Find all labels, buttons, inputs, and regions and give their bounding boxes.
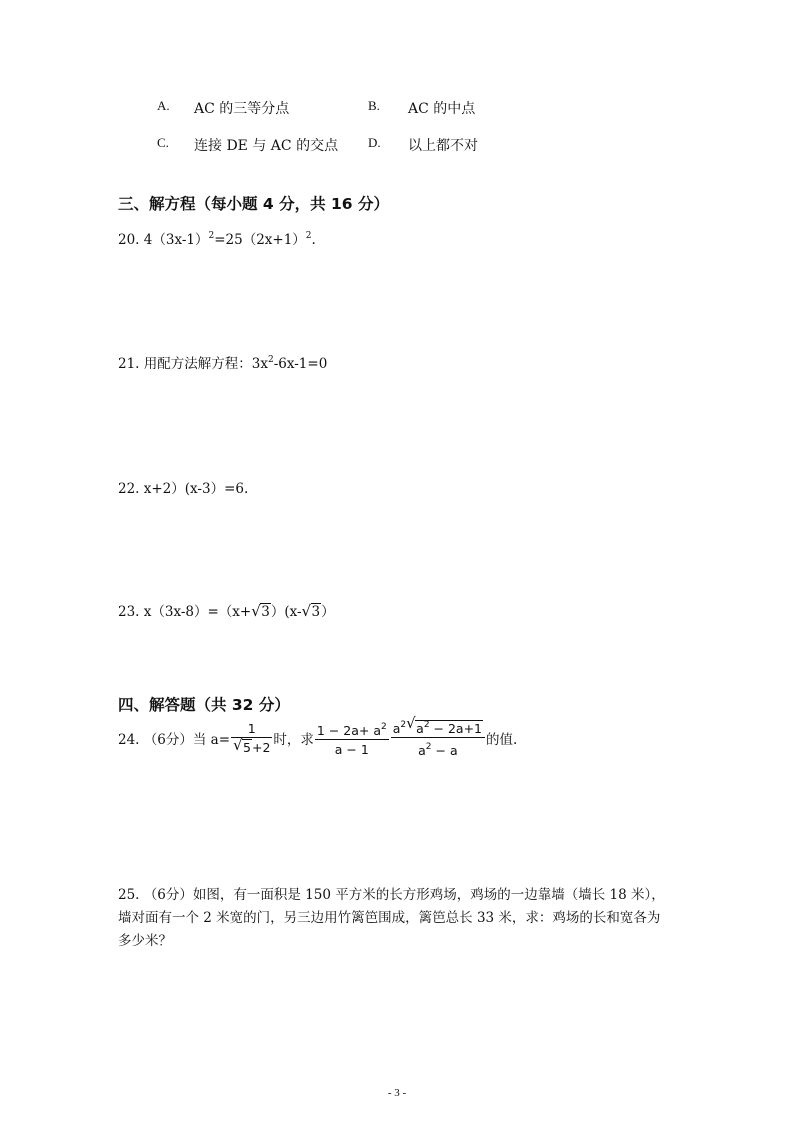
q20-part2: =25（2x+1） — [214, 232, 306, 248]
page-number: - 3 - — [387, 1087, 407, 1099]
q21-exponent: 2 — [267, 355, 274, 365]
q20-part3: . — [311, 232, 316, 248]
option-d-text: 以上都不对 — [408, 138, 478, 154]
q24-fraction-a-radicand: 5 — [243, 740, 251, 755]
q24-fraction-c-den-a: a — [418, 743, 426, 758]
q21-part1: 21. 用配方法解方程：3x — [118, 356, 268, 372]
q24-prefix: 24. （6分）当 a= — [118, 732, 231, 748]
q23-sqrt2: √ 3 — [301, 602, 321, 620]
q24-fraction-c-rad-sup: 2 — [423, 720, 430, 730]
q24-fraction-a-numerator: 1 — [231, 721, 272, 738]
q24-fraction-a-den-rest: +2 — [251, 740, 271, 755]
q23-sqrt1: √ 3 — [251, 602, 270, 620]
question-20 — [118, 228, 316, 248]
q24-fraction-b-denominator: a − 1 — [334, 741, 369, 757]
q20-part1: 20. 4（3x-1） — [118, 232, 209, 248]
q23-radicand2: 3 — [311, 604, 321, 620]
option-c-text: 连接 DE 与 AC 的交点 — [194, 138, 339, 154]
question-25-line1: 25. （6分）如图，有一面积是 150 平方米的长方形鸡场，鸡场的一边靠墙（墙长 18 米）， — [118, 887, 665, 903]
q23-part1: 23. x（3x-8）=（x+ — [118, 604, 252, 620]
q24-fraction-c-numerator: $a^2$ √ $a^2 - 2a+1$ — [391, 718, 485, 738]
q24-fraction-c-den-sup: 2 — [425, 742, 432, 752]
q24-suffix: 的值. — [486, 732, 518, 748]
question-25-line3: 多少米？ — [118, 933, 172, 949]
option-a-text: AC 的三等分点 — [194, 101, 290, 117]
q24-fraction-c-num-sup: 2 — [400, 720, 407, 730]
q23-part3: ） — [321, 604, 335, 620]
option-a-letter: A. — [157, 98, 170, 113]
q24-fraction-a — [231, 721, 272, 755]
q24-fraction-b-num-sup: 2 — [381, 721, 387, 732]
q20-exponent2: 2 — [305, 231, 312, 241]
q24-fraction-b-num-text: 1 − 2a+ a — [316, 722, 381, 738]
q24-fraction-c-den-rest: − a — [431, 743, 458, 758]
section-title-problems: 四、解答题（共 32 分） — [118, 696, 290, 714]
question-22: 22. x+2）(x-3）=6. — [118, 481, 249, 497]
question-21 — [118, 352, 327, 372]
q24-fraction-c — [391, 714, 485, 758]
q24-fraction-c-radicand: $a^2 - 2a+1$ — [416, 720, 483, 736]
q23-radicand1: 3 — [261, 604, 270, 620]
q23-part2: ）(x- — [270, 604, 302, 620]
q24-fraction-a-denominator: √ 5+2 — [233, 736, 271, 755]
q24-fraction-c-num-a: a — [392, 721, 401, 736]
q24-fraction-b-numerator — [315, 720, 389, 740]
q21-part2: -6x-1=0 — [273, 356, 328, 372]
question-24 — [118, 714, 518, 758]
option-c-letter: C. — [157, 135, 169, 150]
q24-mid: 时，求 — [273, 732, 314, 748]
q24-fraction-c-denominator — [391, 738, 485, 758]
section-title-equations: 三、解方程（每小题 4 分，共 16 分） — [118, 195, 389, 213]
q24-fraction-b — [315, 720, 389, 757]
q20-exponent1: 2 — [208, 231, 215, 241]
option-d-letter: D. — [368, 135, 381, 150]
option-b-letter: B. — [368, 98, 380, 113]
option-b-text: AC 的中点 — [408, 101, 476, 117]
question-25-line2: 墙对面有一个 2 米宽的门，另三边用竹篱笆围成，篱笆总长 33 米，求：鸡场的长和宽各为 — [118, 910, 661, 926]
question-23 — [118, 600, 335, 620]
